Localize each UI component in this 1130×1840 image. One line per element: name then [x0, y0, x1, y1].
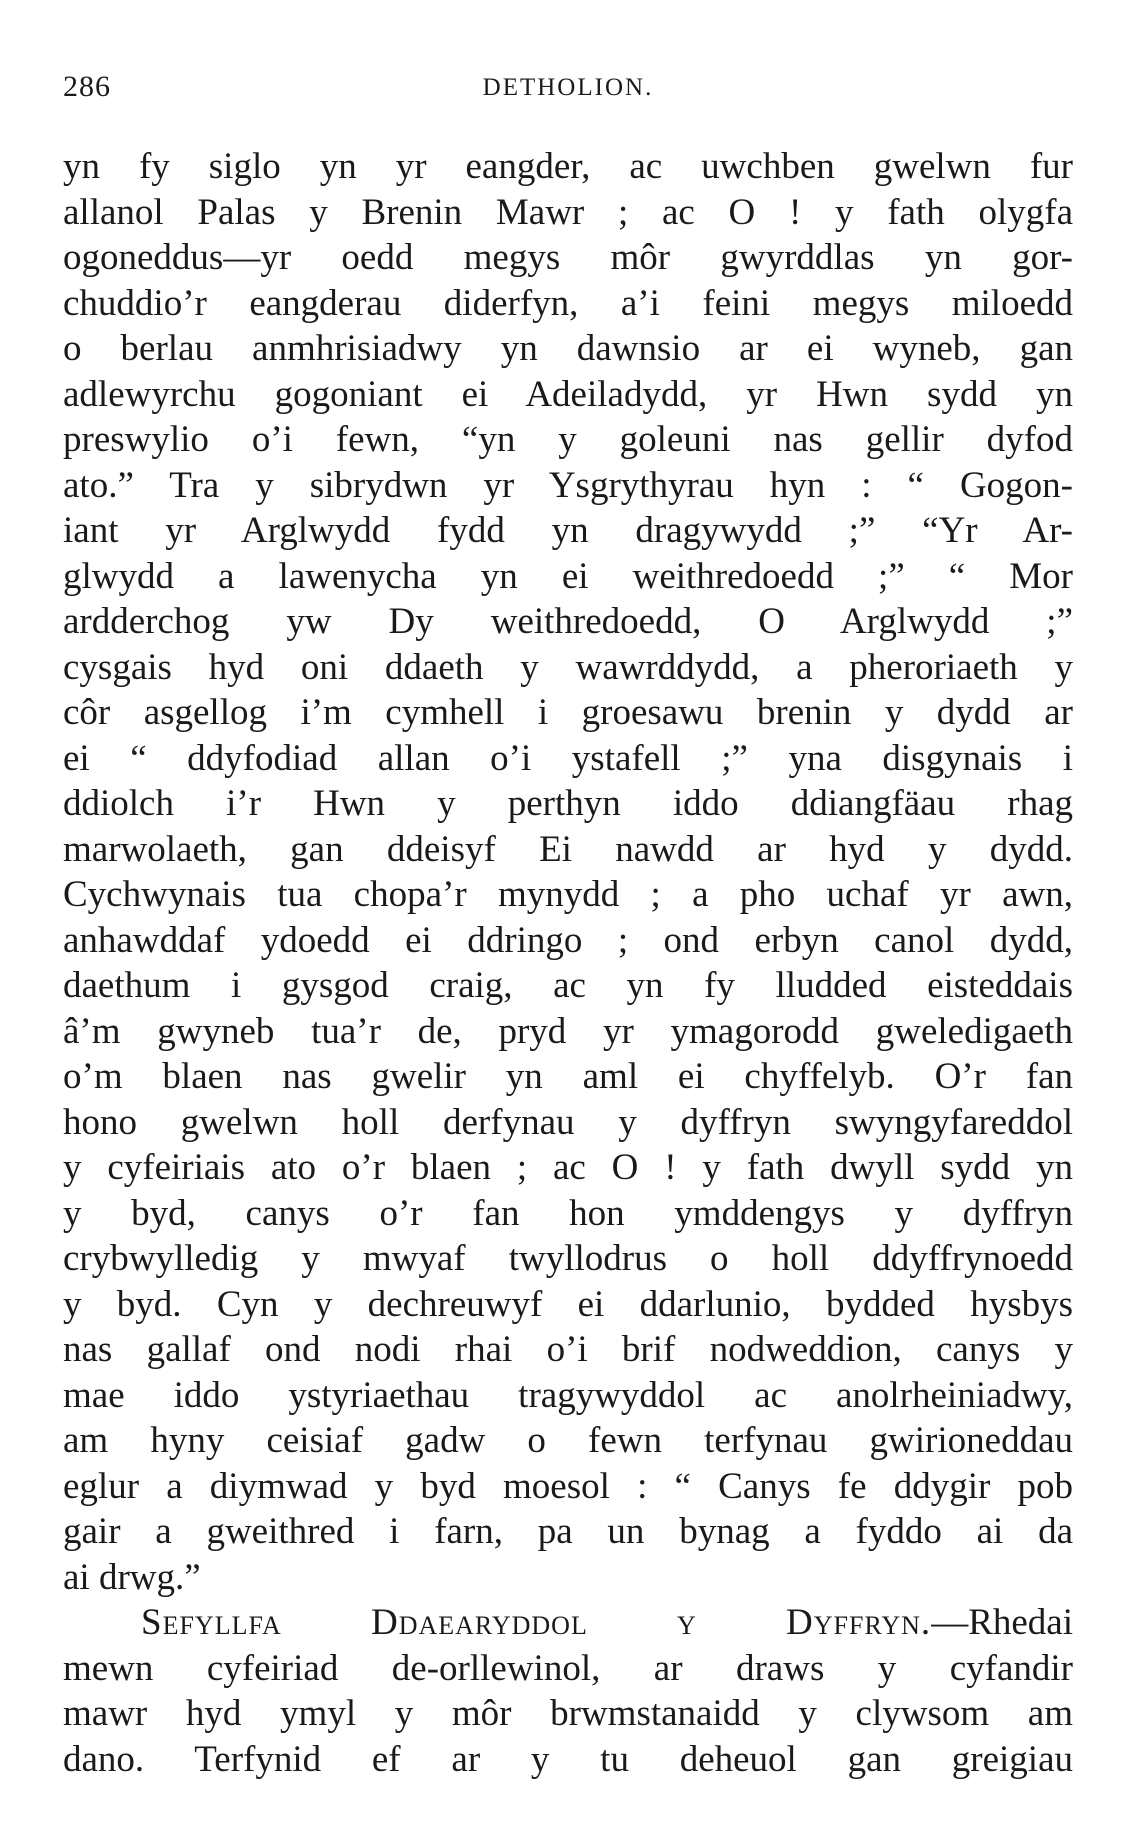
text-line: mae iddo ystyriaethau tragywyddol ac anolrheiniadwy,	[63, 1374, 1073, 1416]
running-head: DETHOLION.	[482, 74, 654, 101]
page-header	[63, 70, 1073, 110]
text-line: mewn cyfeiriad de-orllewinol, ar draws y cyfandir	[63, 1647, 1073, 1689]
text-line: ddiolch i’r Hwn y perthyn iddo ddiangfäau rhag	[63, 783, 1073, 824]
paragraph-2-first-line	[63, 1600, 1073, 1646]
text-line: anhawddaf ydoedd ei ddringo ; ond erbyn canol dydd,	[63, 919, 1073, 961]
text-line: dano. Terfynid ef ar y tu deheuol gan greigiau	[63, 1738, 1073, 1780]
text-line: Cychwynais tua chopa’r mynydd ; a pho uchaf yr awn,	[63, 874, 1073, 915]
text-line: y cyfeiriais ato o’r blaen ; ac O ! y fath dwyll sydd yn	[63, 1147, 1073, 1188]
page-number: 286	[63, 70, 111, 103]
text-line: côr asgellog i’m cymhell i groesawu brenin y dydd ar	[63, 692, 1073, 733]
text-line: hono gwelwn holl derfynau y dyffryn swyngyfareddol	[63, 1101, 1073, 1143]
text-line: ei “ ddyfodiad allan o’i ystafell ;” yna disgynais i	[63, 737, 1073, 779]
section-heading: Sefyllfa Ddaearyddol y Dyffryn.	[141, 1602, 932, 1643]
text-line: o’m blaen nas gwelir yn aml ei chyffelyb. O’r fan	[63, 1056, 1073, 1097]
text-line: mawr hyd ymyl y môr brwmstanaidd y clywsom am	[63, 1693, 1073, 1734]
text-line: y byd, canys o’r fan hon ymddengys y dyffryn	[63, 1192, 1073, 1234]
text-line: ai drwg.”	[63, 1556, 201, 1598]
text-line: daethum i gysgod craig, ac yn fy lludded eisteddais	[63, 965, 1073, 1006]
text-line: o berlau anmhrisiadwy yn dawnsio ar ei wyneb, gan	[63, 328, 1073, 369]
text-line: yn fy siglo yn yr eangder, ac uwchben gwelwn fur	[63, 146, 1073, 187]
text-line: crybwylledig y mwyaf twyllodrus o holl ddyffrynoedd	[63, 1238, 1073, 1279]
paragraph-2	[63, 1600, 1073, 1782]
text-line: glwydd a lawenycha yn ei weithredoedd ;” “ Mor	[63, 555, 1073, 597]
text-line: preswylio o’i fewn, “yn y goleuni nas gellir dyfod	[63, 419, 1073, 460]
text-line: ato.” Tra y sibrydwn yr Ysgrythyrau hyn : “ Gogon-	[63, 464, 1073, 506]
text-line: eglur a diymwad y byd moesol : “ Canys fe ddygir pob	[63, 1465, 1073, 1507]
text-line: y byd. Cyn y dechreuwyf ei ddarlunio, bydded hysbys	[63, 1283, 1073, 1325]
text-line: adlewyrchu gogoniant ei Adeiladydd, yr Hwn sydd yn	[63, 373, 1073, 415]
paragraph-1	[63, 144, 1073, 1600]
text-line: iant yr Arglwydd fydd yn dragywydd ;” “Yr Ar-	[63, 510, 1073, 551]
text-line: chuddio’r eangderau diderfyn, a’i feini megys miloedd	[63, 282, 1073, 324]
text-line: marwolaeth, gan ddeisyf Ei nawdd ar hyd y dydd.	[63, 828, 1073, 870]
text-line: cysgais hyd oni ddaeth y wawrddydd, a pheroriaeth y	[63, 646, 1073, 688]
text-line: gair a gweithred i farn, pa un bynag a fyddo ai da	[63, 1511, 1073, 1552]
text-line: ardderchog yw Dy weithredoedd, O Arglwydd ;”	[63, 601, 1073, 642]
text-line: ogoneddus—yr oedd megys môr gwyrddlas yn gor-	[63, 237, 1073, 278]
text-line: â’m gwyneb tua’r de, pryd yr ymagorodd gweledigaeth	[63, 1010, 1073, 1052]
text-line: nas gallaf ond nodi rhai o’i brif nodweddion, canys y	[63, 1329, 1073, 1370]
body-text	[63, 144, 1073, 1782]
text-line: allanol Palas y Brenin Mawr ; ac O ! y fath olygfa	[63, 191, 1073, 233]
text-line: am hyny ceisiaf gadw o fewn terfynau gwirioneddau	[63, 1420, 1073, 1461]
paragraph-2-first-line-text: —Rhedai	[931, 1602, 1073, 1643]
